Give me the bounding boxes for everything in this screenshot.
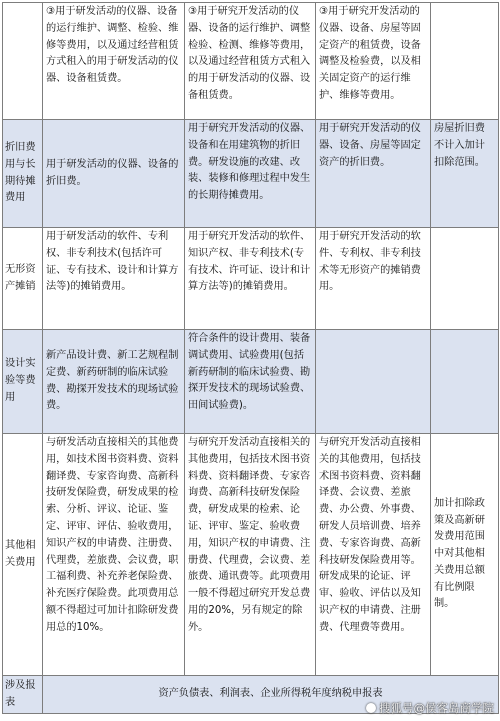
table-cell: [316, 330, 431, 434]
row-header: [3, 3, 43, 120]
table-cell: 用于研究开发活动的仪器、设备和在用建筑物的折旧费。研发设施的改建、改装、装修和修理过程中发生的长期待摊费用。: [185, 120, 316, 228]
table-cell: [431, 330, 499, 434]
comparison-table: [2, 2, 499, 714]
table-cell: 用于研究开发活动的仪器、设备、房屋等固定资产的折旧费。: [316, 120, 431, 228]
row-header: 设计实验等费用: [3, 330, 43, 434]
table-cell: ③用于研究开发活动的仪器、设备、房屋等固定资产的租赁费，设备调整及检验费，以及相关固定资产的运行维护、维修等费用。: [316, 3, 431, 120]
table-row: [3, 330, 499, 434]
row-header: 无形资产摊销: [3, 228, 43, 330]
row-header: 折旧费用与长期待摊费用: [3, 120, 43, 228]
row-header: 涉及报表: [3, 676, 43, 714]
table-cell: [431, 3, 499, 120]
table-cell: 用于研发活动的仪器、设备的折旧费。: [43, 120, 185, 228]
row-header: 其他相关费用: [3, 434, 43, 676]
table-cell: ③用于研究开发活动的仪器、设备的运行维护、调整检验、检测、维修等费用，以及通过经营租赁方式租入的用于研发活动的仪器、设备租赁费。: [185, 3, 316, 120]
table-cell: 加计扣除政策及高新研发费用范围中对其他相关费用总额有比例限制。: [431, 434, 499, 676]
table-cell: 与研究开发活动直接相关的其他费用，包括技术图书资料费、资料翻译费、会议费、差旅费、办公费、外事费、研发人员培训费、培养费、专家咨询费、高新科技研发保险费用等。研发成果的论证、评审、验收、评估以及知识产权的申请费、注册费、代理费等费用。: [316, 434, 431, 676]
table-row: [3, 228, 499, 330]
sohu-fox-icon: [366, 703, 376, 713]
table-cell: [431, 228, 499, 330]
table-row: [3, 434, 499, 676]
table-cell: 符合条件的设计费用、装备调试费用、试验费用(包括新药研制的临床试验费、勘探开发技术的现场试验费、田间试验费)。: [185, 330, 316, 434]
table-cell: 新产品设计费、新工艺规程制定费、新药研制的临床试验费、勘探开发技术的现场试验费。: [43, 330, 185, 434]
table-cell: 与研究开发活动直接相关的其他费用，包括技术图书资料费、资料翻译费、专家咨询费、高新科技研发保险费，研发成果的检索、论证、评审、鉴定、验收费用，知识产权的申请费、注册费、代理费，会议费、差旅费、通讯费等。此项费用一般不得超过研究开发总费用的20%，另有规定的除外。: [185, 434, 316, 676]
table-row: [3, 3, 499, 120]
table-cell-span: 资产负债表、利润表、企业所得税年度纳税申报表: [43, 676, 499, 714]
table-cell: 用于研究开发活动的软件、知识产权、非专利技术(专有技术、许可证、设计和计算方法等)的摊销费用。: [185, 228, 316, 330]
watermark: [366, 700, 494, 716]
table-cell: ③用于研发活动的仪器、设备的运行维护、调整、检验、维修等费用，以及通过经营租赁方式租入的用于研发活动的仪器、设备租赁费。: [43, 3, 185, 120]
table-cell: 房屋折旧费不计入加计扣除范围。: [431, 120, 499, 228]
table-cell: 与研发活动直接相关的其他费用，如技术图书资料费、资料翻译费、专家咨询费、高新科技研发保险费，研发成果的检索、分析、评议、论证、鉴定、评审、评估、验收费用，知识产权的申请费、注册费、代理费，差旅费、会议费，职工福利费、补充养老保险费、补充医疗保险费。此项费用总额不得超过可加计扣除研发费用总的10%。: [43, 434, 185, 676]
table-cell: 用于研究开发活动的软件、专利权、非专利技术等无形资产的摊销费用。: [316, 228, 431, 330]
table-row: [3, 120, 499, 228]
table-cell: 用于研发活动的软件、专利权、非专利技术(包括许可证、专有技术、设计和计算方法等)的摊销费用。: [43, 228, 185, 330]
watermark-text: 搜狐号@侯客岛商学院: [379, 701, 494, 715]
